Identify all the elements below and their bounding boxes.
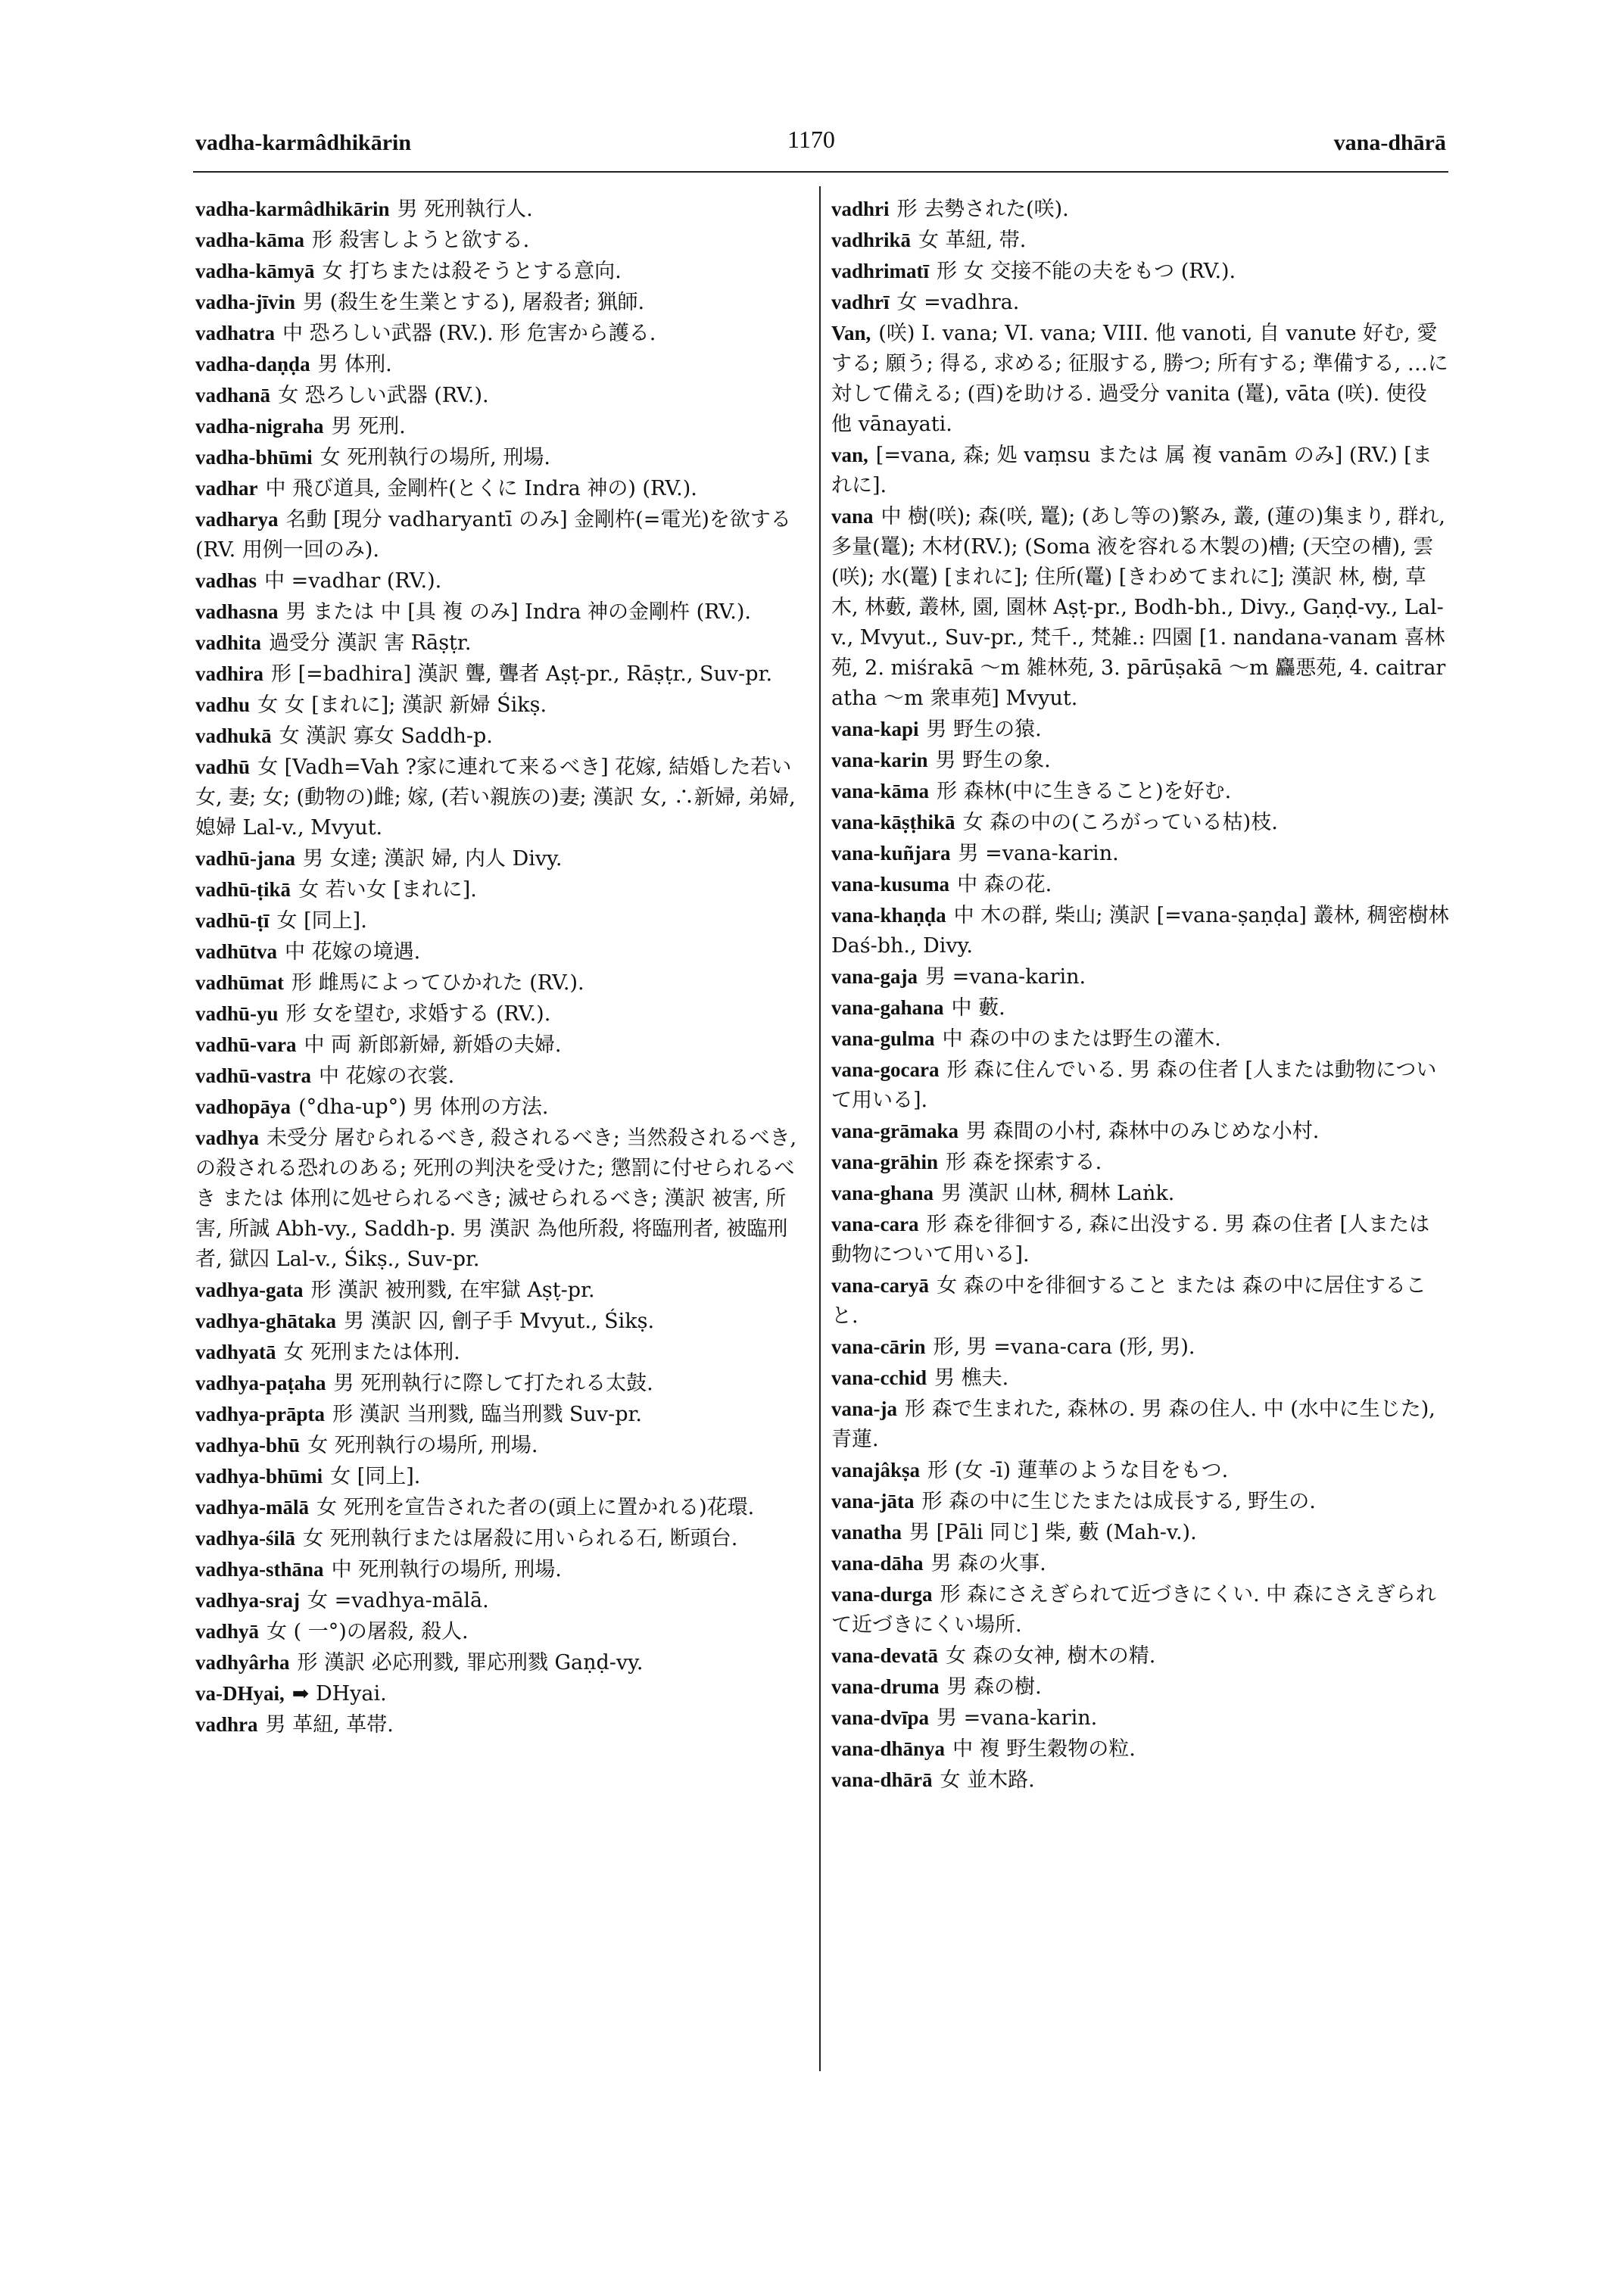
dictionary-entry: [831, 776, 1449, 807]
entry-definition: 男 死刑執行に際して打たれる太鼓.: [333, 1372, 653, 1395]
dictionary-entry: [195, 1092, 806, 1123]
entry-definition: 男 漢訳 山林, 稠林 Laṅk.: [941, 1182, 1175, 1205]
entry-definition: 未受分 屠むられるべき, 殺されるべき; 当然殺されるべき, の殺される恐れのある; 死刑の判決を受けた; 懲罰に付せられるべき または 体刑に処せられるべき; 滅せられるべき; 漢訳 被害, 所害, 所誠 Abh-vy., Saddh-p. 男 漢訳 為他所殺, 将臨刑者, 被臨刑者, 獄囚 Lal-v., Śikṣ., Suv-pr.: [195, 1126, 797, 1271]
entry-headword: vana-dāha: [831, 1552, 924, 1575]
entry-definition: 中 恐ろしい武器 (RV.). 形 危害から護る.: [282, 322, 656, 345]
dictionary-entry: [195, 936, 806, 967]
dictionary-entry: [831, 225, 1449, 256]
entry-definition: 女 [Vadh=Vah ?家に連れて来るべき] 花嫁, 結婚した若い女, 妻; 女; (動物の)雌; 嫁, (若い親族の)妻; 漢訳 女, ∴新婦, 弟婦, 媳婦 Lal-v., Mvyut.: [195, 756, 796, 840]
entry-definition: 男 女達; 漢訳 婦, 内人 Divy.: [303, 847, 563, 871]
entry-headword: vadhūtva: [195, 940, 278, 963]
entry-headword: vadhya-prāpta: [195, 1403, 326, 1425]
running-head-right: vana-dhārā: [1333, 130, 1446, 155]
dictionary-entry: [195, 999, 806, 1030]
dictionary-entry: [195, 1554, 806, 1585]
dictionary-entry: [831, 1455, 1449, 1486]
dictionary-entry: [195, 225, 806, 256]
dictionary-entry: [195, 967, 806, 999]
dictionary-entry: [831, 1640, 1449, 1671]
entry-definition: 男 [Pāli 同じ] 柴, 藪 (Mah-v.).: [909, 1521, 1197, 1544]
entry-definition: 中 花嫁の境遇.: [285, 940, 421, 964]
entry-definition: 形 (女 -ī) 蓮華のような目をもつ.: [927, 1459, 1229, 1482]
entry-definition: 男 野生の猿.: [926, 718, 1042, 741]
entry-definition: ➡ DHyai.: [291, 1682, 387, 1706]
entry-definition: 女 ( 一°)の屠殺, 殺人.: [267, 1620, 469, 1643]
header-rule: [193, 171, 1448, 173]
dictionary-entry: [195, 659, 806, 690]
entry-definition: 男 森間の小村, 森林中のみじめな小村.: [966, 1120, 1320, 1143]
dictionary-entry: [831, 287, 1449, 318]
dictionary-entry: [195, 411, 806, 442]
entry-definition: 女 恐ろしい武器 (RV.).: [278, 384, 489, 407]
entry-definition: 形 森林(中に生きること)を好む.: [937, 780, 1232, 803]
dictionary-entry: [195, 1709, 806, 1740]
entry-definition: (咲) I. vana; VI. vana; VIII. 他 vanoti, 自 vanute 好む, 愛する; 願う; 得る, 求める; 征服する, 勝つ; 所有する; 準備する, …に対して備える; (酉)を助ける. 過受分 vanita (鼍), vāta (咲). 使役 他 vānayati.: [831, 322, 1448, 436]
dictionary-entry: [831, 1116, 1449, 1147]
entry-definition: 女 森の中の(ころがっている枯)枝.: [962, 811, 1278, 834]
entry-headword: vana-jāta: [831, 1490, 915, 1513]
dictionary-entry: [195, 843, 806, 874]
entry-headword: vana-kapi: [831, 718, 919, 740]
dictionary-entry: [195, 442, 806, 473]
dictionary-entry: [831, 501, 1449, 714]
entry-definition: 女 革紐, 帯.: [918, 229, 1027, 252]
dictionary-entry: [831, 318, 1449, 440]
entry-definition: 女 死刑を宣告された者の(頭上に置かれる)花環.: [316, 1496, 755, 1519]
dictionary-entry: [831, 807, 1449, 838]
entry-headword: vadhyârha: [195, 1651, 290, 1674]
dictionary-entry: [831, 714, 1449, 745]
entry-headword: vadhū-yu: [195, 1002, 279, 1025]
entry-definition: 女 [同上].: [276, 909, 367, 933]
entry-definition: 形 森を徘徊する, 森に出没する. 男 森の住者 [人または動物について用いる].: [831, 1213, 1430, 1266]
dictionary-entry: [195, 597, 806, 628]
entry-definition: 中 樹(咲); 森(咲, 鼍); (あし等の)繁み, 叢, (蓮の)集まり, 群れ, 多量(鼍); 木材(RV.); (Soma 液を容れる木製の)槽; (天空の槽), 雲(咲); 水(鼍) [まれに]; 住所(鼍) [きわめてまれに]; 漢訳 林, 樹, 草木, 林藪, 叢林, 園, 園林 Aṣṭ-pr., Bodh-bh., Divy., Gaṇḍ-vy., Lal-v., Mvyut., Suv-pr., 梵千., 梵雑.: 四園 [1. nandana-vanam 喜林苑, 2. miśrakā ～m 雑林苑, 3. pārūṣakā ～m 麤悪苑, 4. caitraratha ～m 衆車苑] Mvyut.: [831, 505, 1446, 710]
dictionary-entry: [831, 440, 1449, 501]
entry-definition: 女 女 [まれに]; 漢訳 新婦 Śikṣ.: [257, 693, 547, 717]
dictionary-entry: [831, 1734, 1449, 1765]
dictionary-entry: [831, 1332, 1449, 1363]
dictionary-entry: [195, 1678, 806, 1709]
entry-definition: 男 =vana-karin.: [937, 1706, 1098, 1730]
dictionary-entry: [195, 628, 806, 659]
dictionary-entry: [195, 1647, 806, 1678]
entry-definition: 男 =vana-karin.: [958, 842, 1119, 865]
dictionary-entry: [831, 1486, 1449, 1517]
dictionary-entry: [831, 1548, 1449, 1579]
dictionary-entry: [831, 1147, 1449, 1178]
entry-headword: vana-kāma: [831, 780, 930, 802]
entry-definition: 女 打ちまたは殺そうとする意向.: [322, 260, 622, 283]
entry-definition: 男 森の火事.: [930, 1552, 1046, 1575]
dictionary-entry: [831, 1517, 1449, 1548]
entry-headword: Van,: [831, 322, 871, 344]
dictionary-entry: [195, 874, 806, 905]
dictionary-entry: [195, 1523, 806, 1554]
dictionary-entry: [195, 1368, 806, 1399]
dictionary-entry: [195, 194, 806, 225]
entry-definition: 女 森の中を徘徊すること または 森の中に居住すること.: [831, 1274, 1426, 1328]
dictionary-entry: [195, 1430, 806, 1461]
entry-headword: vana-caryā: [831, 1274, 929, 1297]
entry-definition: 女 死刑執行の場所, 刑場.: [320, 446, 550, 469]
dictionary-entry: [195, 905, 806, 936]
entry-definition: 形 森に住んでいる. 男 森の住者 [人または動物について用いる].: [831, 1058, 1437, 1112]
entry-definition: (°dha-up°) 男 体刑の方法.: [298, 1095, 549, 1119]
dictionary-entry: [195, 1399, 806, 1430]
dictionary-entry: [831, 1671, 1449, 1703]
entry-definition: 男 樵夫.: [934, 1366, 1009, 1390]
entry-definition: 中 森の中のまたは野生の灌木.: [942, 1027, 1221, 1051]
entry-definition: 形 殺害しようと欲する.: [312, 229, 530, 252]
dictionary-entry: [831, 838, 1449, 869]
entry-headword: vadhatra: [195, 322, 276, 344]
dictionary-entry: [195, 1275, 806, 1306]
left-column: [195, 194, 806, 1740]
entry-headword: vadhyā: [195, 1620, 260, 1643]
entry-headword: vadhū-vara: [195, 1033, 297, 1056]
entry-headword: vana-kuñjara: [831, 842, 951, 865]
entry-headword: vadha-karmâdhikārin: [195, 198, 390, 220]
entry-definition: 形 森にさえぎられて近づきにくい. 中 森にさえぎられて近づきにくい場所.: [831, 1583, 1436, 1637]
entry-headword: vana-gaja: [831, 965, 918, 988]
dictionary-entry: [831, 1703, 1449, 1734]
entry-definition: 形 女を望む, 求婚する (RV.).: [285, 1002, 551, 1026]
entry-definition: 男 野生の象.: [935, 749, 1051, 772]
entry-headword: vana-cara: [831, 1213, 919, 1235]
entry-headword: vadhya-bhū: [195, 1434, 301, 1456]
entry-headword: vadhya-paṭaha: [195, 1372, 326, 1394]
entry-headword: vana-karin: [831, 749, 928, 771]
entry-headword: vadhyatā: [195, 1341, 276, 1363]
entry-definition: 形 漢訳 必応刑戮, 罪応刑戮 Gaṇḍ-vy.: [297, 1651, 644, 1675]
dictionary-entry: [831, 1394, 1449, 1455]
entry-definition: 中 森の花.: [957, 873, 1052, 896]
entry-headword: vadhanā: [195, 384, 271, 407]
entry-definition: 男 漢訳 囚, 劊子手 Mvyut., Śikṣ.: [344, 1310, 655, 1333]
dictionary-entry: [831, 1270, 1449, 1332]
dictionary-entry: [831, 1579, 1449, 1640]
dictionary-entry: [195, 349, 806, 380]
dictionary-entry: [831, 869, 1449, 900]
entry-headword: vadha-nigraha: [195, 415, 324, 438]
dictionary-entry: [831, 1023, 1449, 1055]
entry-headword: vana-cchid: [831, 1366, 927, 1389]
column-divider: [819, 186, 821, 2071]
entry-definition: 形 森を探索する.: [946, 1151, 1102, 1174]
entry-definition: 中 死刑執行の場所, 刑場.: [331, 1558, 562, 1581]
right-column: [831, 194, 1449, 1796]
entry-definition: 男 死刑執行人.: [397, 198, 533, 221]
dictionary-entry: [831, 1178, 1449, 1209]
entry-definition: 形 森の中に生じたまたは成長する, 野生の.: [921, 1490, 1316, 1513]
dictionary-entry: [195, 1616, 806, 1647]
entry-headword: vadhukā: [195, 724, 272, 747]
dictionary-entry: [195, 721, 806, 752]
entry-headword: vanajâkṣa: [831, 1459, 921, 1481]
dictionary-entry: [195, 473, 806, 504]
entry-definition: 形 漢訳 被刑戮, 在牢獄 Aṣṭ-pr.: [310, 1279, 595, 1302]
entry-headword: vadhya-bhūmi: [195, 1465, 323, 1488]
entry-headword: vadhū-ṭī: [195, 909, 270, 932]
entry-headword: vana-kusuma: [831, 873, 950, 896]
entry-definition: 形, 男 =vana-cara (形, 男).: [933, 1335, 1195, 1359]
entry-headword: vana-khaṇḍa: [831, 904, 946, 927]
entry-headword: vadha-kāmyā: [195, 260, 315, 282]
entry-definition: 形 森で生まれた, 森林の. 男 森の住人. 中 (水中に生じた), 青蓮.: [831, 1397, 1435, 1451]
entry-definition: 女 死刑または体刑.: [283, 1341, 460, 1364]
entry-definition: 男 または 中 [具 複 のみ] Indra 神の金剛杵 (RV.).: [285, 600, 752, 624]
entry-definition: 女 [同上].: [330, 1465, 421, 1488]
entry-headword: vana-grāmaka: [831, 1120, 959, 1142]
entry-headword: van,: [831, 444, 868, 466]
entry-headword: vadhya-gata: [195, 1279, 304, 1301]
entry-definition: 形 女 交接不能の夫をもつ (RV.).: [937, 260, 1236, 283]
dictionary-entry: [195, 1123, 806, 1275]
entry-headword: vana-gahana: [831, 996, 944, 1019]
dictionary-entry: [195, 1030, 806, 1061]
entry-headword: vana-kāṣṭhikā: [831, 811, 955, 833]
entry-headword: vadhra: [195, 1713, 258, 1736]
entry-definition: 男 =vana-karin.: [925, 965, 1086, 989]
dictionary-entry: [831, 194, 1449, 225]
entry-headword: vana-dvīpa: [831, 1706, 930, 1729]
entry-headword: vana-gulma: [831, 1027, 935, 1050]
entry-definition: 形 [=badhira] 漢訳 聾, 聾者 Aṣṭ-pr., Rāṣṭr., Suv-pr.: [271, 662, 773, 686]
entry-definition: 女 =vadhra.: [896, 291, 1020, 314]
entry-headword: vadhasna: [195, 600, 279, 623]
entry-headword: vadhya-sthāna: [195, 1558, 324, 1581]
entry-headword: vadhūmat: [195, 971, 285, 994]
entry-headword: vana-druma: [831, 1675, 940, 1698]
dictionary-entry: [195, 380, 806, 411]
dictionary-entry: [831, 992, 1449, 1023]
entry-definition: 女 並木路.: [940, 1768, 1035, 1792]
entry-definition: 女 =vadhya-mālā.: [307, 1589, 489, 1612]
page-header: [0, 126, 1624, 168]
entry-definition: 中 飛び道具, 金剛杵(とくに Indra 神の) (RV.).: [265, 477, 697, 500]
entry-headword: vadhri: [831, 198, 890, 220]
dictionary-entry: [195, 690, 806, 721]
dictionary-entry: [195, 1337, 806, 1368]
entry-definition: 女 森の女神, 樹木の精.: [946, 1644, 1156, 1668]
entry-headword: vana-grāhin: [831, 1151, 939, 1173]
dictionary-entry: [831, 745, 1449, 776]
entry-headword: vadharya: [195, 508, 279, 531]
entry-headword: vadhya-mālā: [195, 1496, 310, 1519]
entry-headword: vanatha: [831, 1521, 902, 1544]
entry-headword: vadhū: [195, 756, 251, 778]
entry-definition: 女 漢訳 寡女 Saddh-p.: [279, 724, 493, 748]
entry-headword: vadha-daṇḍa: [195, 353, 310, 375]
entry-definition: 中 木の群, 柴山; 漢訳 [=vana-ṣaṇḍa] 叢林, 稠密樹林 Daś-bh., Divy.: [831, 904, 1449, 958]
entry-headword: vana: [831, 505, 874, 528]
dictionary-entry: [831, 1765, 1449, 1796]
dictionary-entry: [195, 287, 806, 318]
entry-headword: vadha-jīvin: [195, 291, 296, 313]
entry-definition: [=vana, 森; 処 vaṃsu または 属 複 vanām のみ] (RV.) [まれに].: [831, 444, 1432, 497]
page-number: 1170: [787, 126, 835, 153]
dictionary-entry: [831, 256, 1449, 287]
dictionary-entry: [195, 752, 806, 843]
entry-headword: vadhya-sraj: [195, 1589, 301, 1612]
entry-definition: 中 藪.: [951, 996, 1005, 1020]
entry-headword: vadhrikā: [831, 229, 912, 251]
entry-definition: 男 (殺生を生業とする), 屠殺者; 猟師.: [303, 291, 645, 314]
entry-definition: 男 死刑.: [331, 415, 406, 438]
dictionary-entry: [195, 1306, 806, 1337]
entry-headword: vadhya: [195, 1126, 260, 1149]
entry-headword: vadhopāya: [195, 1095, 291, 1118]
entry-definition: 中 複 野生穀物の粒.: [952, 1737, 1136, 1761]
dictionary-entry: [831, 1209, 1449, 1270]
entry-headword: vadhrimatī: [831, 260, 930, 282]
entry-definition: 男 体刑.: [317, 353, 392, 376]
entry-definition: 男 森の樹.: [946, 1675, 1042, 1699]
entry-headword: vana-gocara: [831, 1058, 940, 1081]
entry-headword: vadha-kāma: [195, 229, 305, 251]
entry-headword: vana-devatā: [831, 1644, 938, 1667]
entry-definition: 形 去勢された(咲).: [896, 198, 1069, 221]
entry-definition: 中 花嫁の衣裳.: [319, 1064, 455, 1088]
entry-headword: va-DHyai,: [195, 1682, 285, 1705]
dictionary-entry: [195, 1061, 806, 1092]
entry-headword: vadhar: [195, 477, 258, 500]
entry-definition: 形 漢訳 当刑戮, 臨当刑戮 Suv-pr.: [332, 1403, 643, 1426]
dictionary-entry: [195, 565, 806, 597]
entry-definition: 中 =vadhar (RV.).: [264, 569, 442, 593]
dictionary-entry: [195, 1492, 806, 1523]
entry-definition: 形 雌馬によってひかれた (RV.).: [291, 971, 584, 995]
dictionary-entry: [831, 900, 1449, 961]
entry-headword: vadha-bhūmi: [195, 446, 313, 469]
entry-definition: 中 両 新郎新婦, 新婚の夫婦.: [304, 1033, 562, 1057]
dictionary-entry: [831, 1363, 1449, 1394]
running-head-left: vadha-karmâdhikārin: [195, 130, 412, 155]
dictionary-entry: [831, 961, 1449, 992]
entry-headword: vana-ja: [831, 1397, 897, 1420]
entry-headword: vadhu: [195, 693, 251, 716]
entry-headword: vadhū-jana: [195, 847, 296, 870]
dictionary-entry: [195, 1585, 806, 1616]
entry-definition: 女 死刑執行または屠殺に用いられる石, 断頭台.: [303, 1527, 738, 1550]
entry-headword: vadhya-ghātaka: [195, 1310, 337, 1332]
dictionary-entry: [195, 256, 806, 287]
dictionary-entry: [195, 504, 806, 565]
entry-definition: 女 死刑執行の場所, 刑場.: [307, 1434, 538, 1457]
entry-definition: 過受分 漢訳 害 Rāṣṭr.: [269, 631, 472, 655]
entry-definition: 男 革紐, 革帯.: [265, 1713, 394, 1737]
dictionary-entry: [195, 1461, 806, 1492]
entry-headword: vana-dhānya: [831, 1737, 946, 1760]
entry-headword: vadhya-śilā: [195, 1527, 296, 1550]
entry-headword: vana-cārin: [831, 1335, 926, 1358]
entry-headword: vadhū-ṭikā: [195, 878, 291, 901]
entry-definition: 女 若い女 [まれに].: [298, 878, 477, 902]
entry-headword: vana-ghana: [831, 1182, 934, 1204]
entry-headword: vadhas: [195, 569, 257, 592]
dictionary-entry: [831, 1055, 1449, 1116]
entry-headword: vana-durga: [831, 1583, 933, 1606]
dictionary-entry: [195, 318, 806, 349]
entry-headword: vadhū-vastra: [195, 1064, 312, 1087]
entry-headword: vadhira: [195, 662, 264, 685]
entry-headword: vadhrī: [831, 291, 890, 313]
entry-headword: vadhita: [195, 631, 262, 654]
entry-headword: vana-dhārā: [831, 1768, 933, 1791]
entry-definition: 名動 [現分 vadharyantī のみ] 金剛杵(=電光)を欲する (RV. 用例一回のみ).: [195, 508, 791, 562]
